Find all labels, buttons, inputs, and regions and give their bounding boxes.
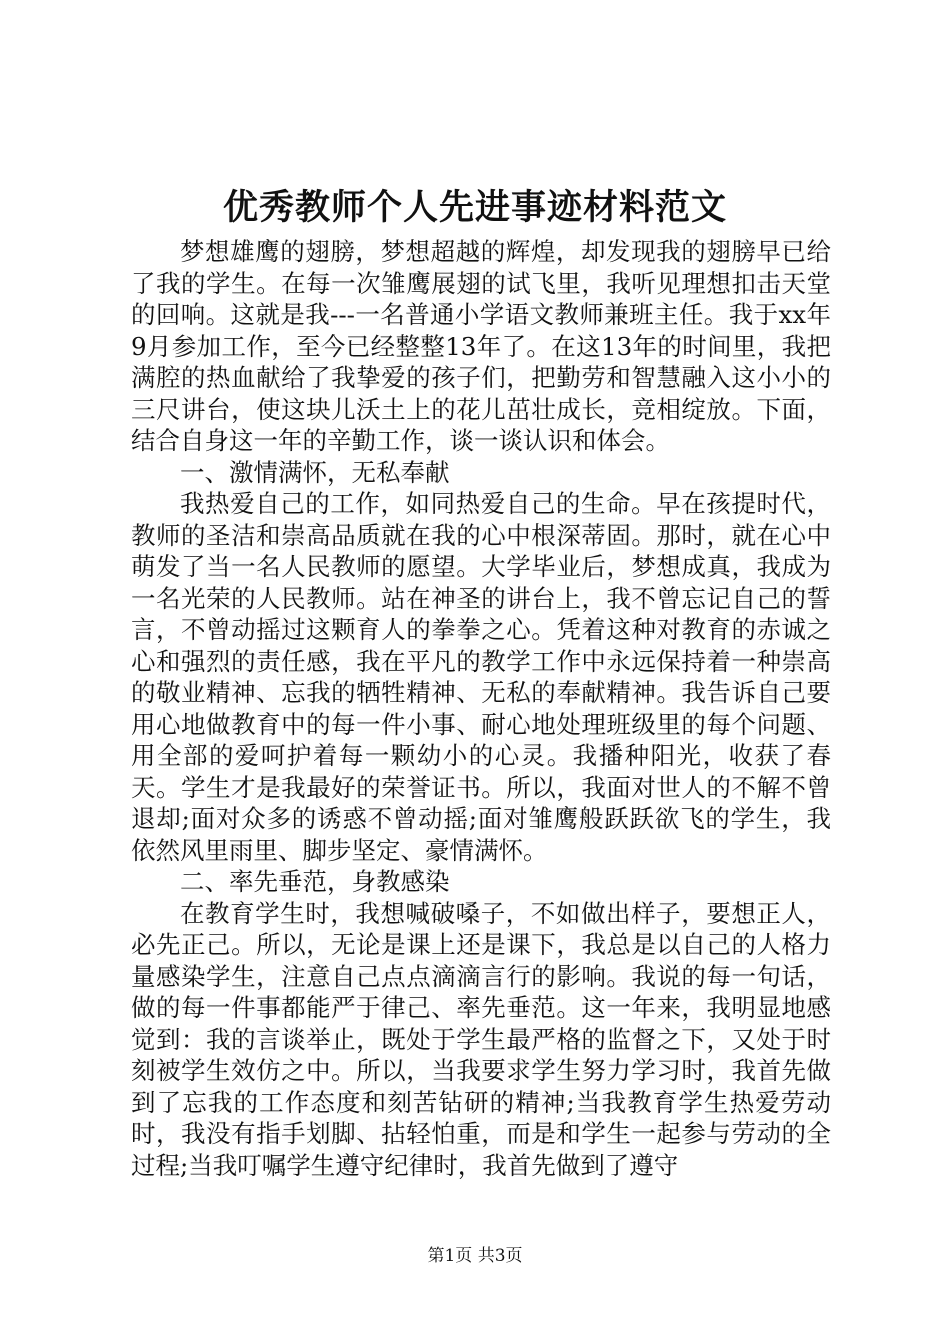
document-body bbox=[131, 236, 831, 1181]
section-heading-1: 一、激情满怀，无私奉献 bbox=[180, 457, 450, 487]
section-1-paragraph: 我热爱自己的工作，如同热爱自己的生命。早在孩提时代，教师的圣洁和崇高品质就在我的心中根深蒂固。那时，就在心中萌发了当一名人民教师的愿望。大学毕业后，梦想成真，我成为一名光荣的人民教师。站在神圣的讲台上，我不曾忘记自己的誓言，不曾动摇过这颗育人的拳拳之心。凭着这种对教育的赤诚之心和强烈的责任感，我在平凡的教学工作中永远保持着一种崇高的敬业精神、忘我的牺牲精神、无私的奉献精神。我告诉自己要用心地做教育中的每一件小事、耐心地处理班级里的每个问题、用全部的爱呵护着每一颗幼小的心灵。我播种阳光，收获了春天。学生才是我最好的荣誉证书。所以，我面对世人的不解不曾退却;面对众多的诱惑不曾动摇;面对雏鹰般跃跃欲飞的学生，我依然风里雨里、脚步坚定、豪情满怀。 bbox=[131, 489, 831, 865]
document-title: 优秀教师个人先进事迹材料范文 bbox=[222, 187, 727, 228]
section-heading-2: 二、率先垂范，身教感染 bbox=[180, 867, 450, 896]
intro-paragraph: 梦想雄鹰的翅膀，梦想超越的辉煌，却发现我的翅膀早已给了我的学生。在每一次雏鹰展翅的试飞里，我听见理想扣击天堂的回响。这就是我---一名普通小学语文教师兼班主任。我于xx年9月参加工作，至今已经整整13年了。在这13年的时间里，我把满腔的热血献给了我挚爱的孩子们，把勤劳和智慧融入这小小的三尺讲台，使这块儿沃土上的花儿茁壮成长，竞相绽放。下面，结合自身这一年的辛勤工作，谈一谈认识和体会。 bbox=[131, 237, 831, 455]
section-2-paragraph: 在教育学生时，我想喊破嗓子，不如做出样子，要想正人，必先正己。所以，无论是课上还是课下，我总是以自己的人格力量感染学生，注意自己点点滴滴言行的影响。我说的每一句话，做的每一件事都能严于律己、率先垂范。这一年来，我明显地感觉到：我的言谈举止，既处于学生最严格的监督之下，又处于时刻被学生效仿之中。所以，当我要求学生努力学习时，我首先做到了忘我的工作态度和刻苦钻研的精神;当我教育学生热爱劳动时，我没有指手划脚、拈轻怕重，而是和学生一起参与劳动的全过程;当我叮嘱学生遵守纪律时，我首先做到了遵守 bbox=[131, 898, 831, 1180]
page-footer: 第1页 共3页 bbox=[427, 1246, 523, 1266]
